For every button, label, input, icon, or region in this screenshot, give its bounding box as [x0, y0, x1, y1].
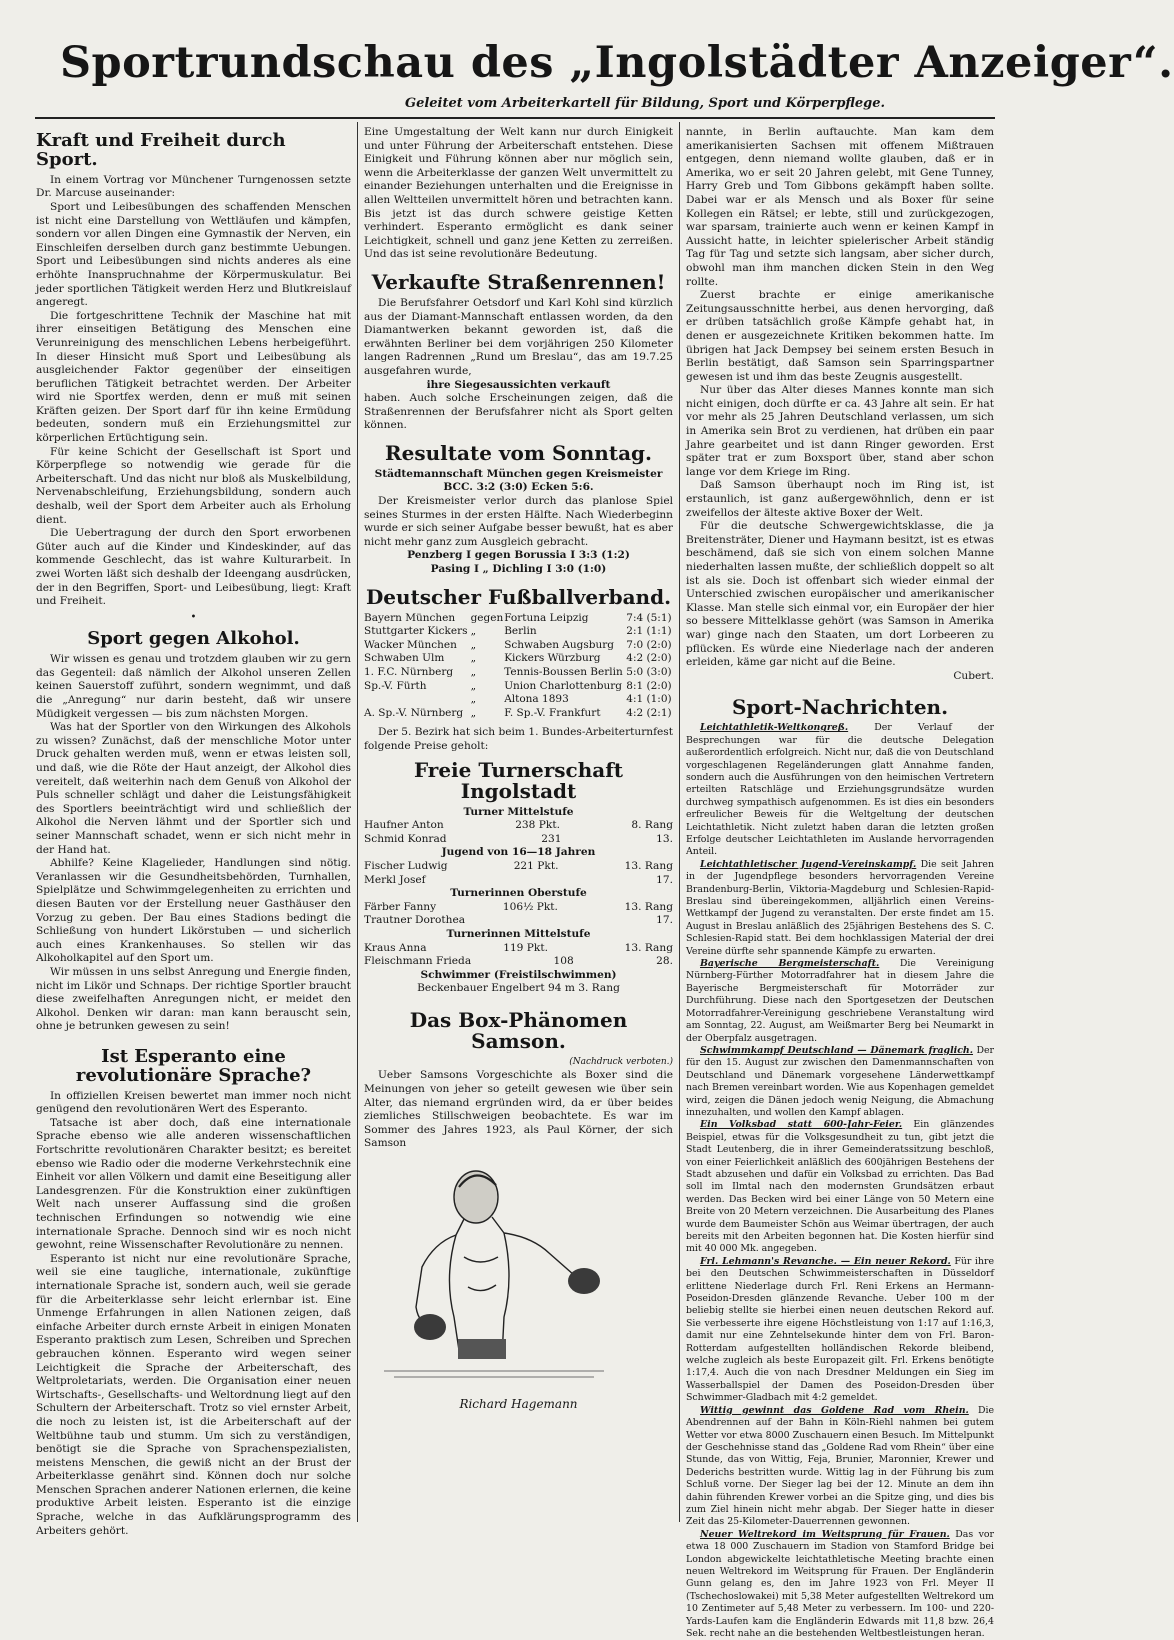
news-heading: Frl. Lehmann's Revanche. — Ein neuer Rekord.: [700, 1255, 951, 1267]
paragraph: Für die deutsche Schwergewichtsklasse, die ja Breitensträter, Diener und Haymann besitzt, ist es etwas beschämend, daß sie sich von einem solchen Manne niederhalten lassen mußte, der schließlich doppelt so alt ist als sie. Doch ist offenbart sich wieder einmal der Unterschied zwischen europäischer und amerikanischer Klasse. Man stelle sich einmal vor, ein Europäer der hier so bessere Mittelklasse gehört (was Samson in Amerika war) ginge nach den Staaten, um dort Lorbeeren zu pflücken. Es würde eine Niederlage nach der anderen erleiden, käme gar nicht auf die Beine.: [686, 520, 994, 669]
list-item: Schmid Konrad 231 13.: [364, 832, 673, 845]
table-row: Stuttgarter Kickers „ Berlin 2:1 (1:1): [364, 625, 672, 638]
table-row: A. Sp.-V. Nürnberg „ F. Sp.-V. Frankfurt 4:2 (2:1): [364, 706, 672, 719]
masthead-rule: [35, 117, 995, 119]
group-title: Turnerinnen Mittelstufe: [446, 927, 591, 940]
table-row: „ Altona 1893 4:1 (1:0): [470, 693, 672, 706]
match-summary: Städtemannschaft München gegen Kreismeister BCC. 3:2 (3:0) Ecken 5:6.: [374, 467, 663, 494]
paragraph: Esperanto ist nicht nur eine revolutionäre Sprache, weil sie eine taugliche, internationale, zukünftige internationale Sprache ist, sondern auch, weil sie gerade für die Arbeiterklasse sehr leicht erlernbar ist. Eine Unmenge Erfahrungen in allen Nationen zeigen, daß einfache Arbeiter durch ernste Arbeit in einigen Monaten Esperanto praktisch zum Lesen, Schreiben und Sprechen gebrauchen können. Esperanto wird wegen seiner Leichtigkeit die Sprache der Arbeiterschaft, des Weltproletariats, werden. Die Organisation einer neuen Wirtschafts-, Gesellschafts- und Weltordnung liegt auf den Schultern der Arbeiterschaft. Trotz so viel ernster Arbeit, die noch zu leisten ist, ist die Arbeiterschaft auf der Weltbühne taub und stumm. Um sich zu verständigen, benötigt sie die Sprache von Sprachenspezialisten, meistens Menschen, die gewiß nicht an der Brust der Arbeiterklasse genährt sind. Können doch nur solche Menschen Sprachen anderer Nationen erlernen, die keine produktive Arbeit leisten. Esperanto ist die einzige Sprache, welche in das Aufklärungsprogramm des Arbeiters gehört.: [36, 1252, 351, 1537]
list-item: Färber Fanny 106½ Pkt. 13. Rang: [364, 900, 673, 913]
column-divider: [357, 122, 358, 1522]
list-item: Fischer Ludwig 221 Pkt. 13. Rang: [364, 859, 673, 872]
news-heading: Leichtathletik-Weltkongreß.: [700, 722, 849, 734]
news-heading: Schwimmkampf Deutschland — Dänemark fraglich.: [700, 1044, 974, 1056]
group-title: Turnerinnen Oberstufe: [450, 887, 587, 900]
news-heading: Neuer Weltrekord im Weitsprung für Frauen.: [700, 1528, 950, 1540]
paragraph: Der Kreismeister verlor durch das planlose Spiel seines Sturmes in der ersten Hälfte. Nach Wiederbeginn wurde er sich seiner Aufgabe besser bewußt, hat es aber nicht mehr ganz zum Ausgleich gebracht.: [364, 495, 673, 548]
news-text: Die Abendrennen auf der Bahn in Köln-Riehl nahmen bei gutem Wetter vor etwa 8000 Zuschauern einen Besuch. Im Mittelpunkt der Geschehnisse stand das „Goldene Rad vom Rhein“ über eine Stunde, das von Wittig, Feja, Brunier, Maronnier, Krewer und Dederichs bestritten wurde. Wittig lag in der Führung bis zum Schluß vorne. Der Sieger lag bei der 12. Minute an dem ihn dahin führenden Krewer vorbei an die Spitze ging, und dies bis zum Ziel hinein nicht mehr abgab. Der Sieger hatte in dieser Zeit das 25-Kilometer-Dauerrennen gewonnen.: [686, 1404, 995, 1528]
column-divider: [679, 122, 680, 1522]
paragraph: Wir müssen in uns selbst Anregung und Energie finden, nicht im Likör und Schnaps. Der richtige Sportler braucht diese zweifelhaften Anregungen nicht, er meidet den Alkohol. Denken wir daran: man kann berauscht sein, ohne je betrunken gewesen zu sein!: [36, 965, 351, 1033]
news-heading: Leichtathletischer Jugend-Vereinskampf.: [700, 858, 917, 870]
group-title: Schwimmer (Freistilschwimmen): [420, 968, 617, 981]
paragraph: Daß Samson überhaupt noch im Ring ist, ist erstaunlich, ist ganz außergewöhnlich, denn er ist zweifellos der älteste aktive Boxer der Welt.: [686, 479, 994, 519]
table-row: Wacker München „ Schwaben Augsburg 7:0 (2:0): [364, 638, 672, 651]
boxer-illustration: [364, 1157, 624, 1387]
table-row: Bayern München gegen Fortuna Leipzig 7:4 (5:1): [364, 611, 672, 624]
article-title: Kraft und Freiheit durch Sport.: [36, 130, 286, 170]
article-title: Resultate vom Sonntag.: [385, 440, 652, 465]
table-row: 1. F.C. Nürnberg „ Tennis-Boussen Berlin 5:0 (3:0): [364, 666, 672, 678]
column-right: [686, 126, 995, 1639]
article-title: Sport gegen Alkohol.: [87, 628, 300, 650]
glove-icon: [414, 1314, 446, 1340]
separator: •: [190, 611, 197, 623]
paragraph: Ueber Samsons Vorgeschichte als Boxer sind die Meinungen von jeher so geteilt gewesen wie über sein Alter, das niemand ergründen wird, da er über beides ziemliches Stillschweigen beobachtete. Es war im Sommer des Jahres 1923, als Paul Körner, der sich Samson: [364, 1069, 673, 1150]
result-line: Penzberg I gegen Borussia I 3:3 (1:2): [407, 549, 630, 562]
news-text: Die seit Jahren in der Jugendpflege besonders hervorragenden Vereine Brandenburg-Berlin, Viktoria-Magdeburg und Schlesien-Rapid-Breslau sind übereingekommen, alljährlich einen Vereins-Wettkampf der Jugend zu veranstalten. Der erste findet am 15. August in Breslau anläßlich des 25jährigen Bestehens des S. C. Schlesien-Rapid statt. Bei dem hochklassigen Material der drei Vereine dürfte sehr spannende Kämpfe zu erwarten.: [686, 858, 994, 957]
article-title: Sport-Nachrichten.: [731, 695, 949, 720]
article-title: Deutscher Fußballverband.: [365, 584, 672, 609]
bold-line: ihre Siegesaussichten verkauft: [426, 378, 611, 391]
article-title: Freie Turnerschaft Ingolstadt: [413, 757, 624, 803]
news-text: Das vor etwa 18 000 Zuschauern im Stadion von Stamford Bridge bei London abgewickelte leichtathletische Meeting brachte einen neuen Weltrekord im Weitsprung für Frauen. Der Engländerin Gunn gelang es, den im Jahre 1923 von Frl. Meyer II (Tschechoslowakei) mit 5,38 Meter aufgestellten Weltrekord um 10 Zentimeter auf 5,48 Meter zu verbessern. Im 100- und 220-Yards-Laufen kam die Engländerin Edwards mit 11,8 bzw. 26,4 Sek. recht nahe an die bestehenden Weltbestleistungen heran.: [686, 1528, 994, 1639]
news-heading: Wittig gewinnt das Goldene Rad vom Rhein.: [700, 1404, 969, 1416]
news-text: Ein glänzendes Beispiel, etwas für die Volksgesundheit zu tun, gibt jetzt die Stadt Leutenberg, die in ihrer Gemeinderatssitzung beschloß, von einer Feierlichkeit anläßlich des 600jährigen Bestehens der Stadt abzusehen und dafür ein Volksbad zu errichten. Das Bad soll im Ilmtal nach den modernsten Grundsätzen erbaut werden. Das Becken wird bei einer Länge von 50 Metern eine Breite von 20 Metern verzeichnen. Die Ausarbeitung des Planes wurde dem Baumeister Schön aus Weimar übertragen, der auch bereits mit den Arbeiten begonnen hat. Die Kosten hierfür sind mit 40 000 Mk. angegeben.: [686, 1119, 995, 1255]
results-table: [364, 612, 673, 721]
paragraph: Für keine Schicht der Gesellschaft ist Sport und Körperpflege so notwendig wie gerade für die Arbeiterschaft. Und das nicht nur bloß als Muskelbildung, Nervenabschleifung, Erziehungsbildung, sondern auch deshalb, weil der Sport dem Arbeiter auch als Erholung dient.: [36, 445, 351, 526]
result-line: Pasing I „ Dichling I 3:0 (1:0): [430, 563, 607, 576]
news-text: Für ihre bei den Deutschen Schwimmeisterschaften in Düsseldorf erlittene Niederlage durch Frl. Reni Erkens an Hermann-Poseidon-Dresden glänzende Revanche. Ueber 100 m der beliebig stellte sie hierbei einen neuen deutschen Rekord auf. Sie verbesserte ihre eigene Höchstleistung von 1:17 auf 1:16,3, damit nur eine Zehntelsekunde hinter dem von Frl. Baron-Rotterdam aufgestellten holländischen Rekorde bleibend, welche zugleich als beste Europazeit gilt. Frl. Erkens benötigte 1:17,4. Auch die von nach Dresdner Meldungen ein Sieg im Wasserballspiel der Damen des Poseidon-Dresden über Schwimmer-Gladbach mit 4:2 gemeldet.: [686, 1255, 994, 1404]
masthead-title: Sportrundschau des „Ingolstädter Anzeiger“.: [60, 38, 1174, 88]
paragraph: Tatsache ist aber doch, daß eine internationale Sprache ebenso wie alle anderen wissenschaftlichen Fortschritte revolutionären Charakter besitzt; es bereitet ebenso wie Radio oder die moderne Verkehrstechnik eine Einheit vor allen Völkern und damit eine Beseitigung aller Landesgrenzen. Für die Konstruktion einer zukünftigen Welt nach unserer Auffassung sind die großen technischen Erfindungen so notwendig wie eine internationale Sprache. Dennoch sind wir es noch nicht gewohnt, reine Wissenschafter Revolutionäre zu nennen.: [36, 1116, 351, 1252]
news-text: Die Vereinigung Nürnberg-Fürther Motorradfahrer hat in diesem Jahre die Bayerische Bergmeisterschaft für Motorräder zur Durchführung. Diese nach den Sportgesetzen der Deutschen Motorradfahrer-Vereinigung geschriebene Veranstaltung wird am Sonntag, 22. August, am Weißmarter Berg bei Neumarkt in der Oberpfalz ausgetragen.: [686, 958, 994, 1044]
table-row: Sp.-V. Fürth „ Union Charlottenburg 8:1 (2:0): [364, 679, 672, 692]
paragraph: In einem Vortrag vor Münchener Turngenossen setzte Dr. Marcuse auseinander:: [36, 173, 351, 200]
paragraph: Abhilfe? Keine Klagelieder, Handlungen sind nötig. Veranlassen wir die Gesundheitsbehörden, Turnhallen, Spielplätze und Schwimmgelegenheiten zu errichten und diesen Bauten vor der Erstellung neuer Gasthäuser den Vorzug zu geben. Der Bau eines Stadions bedingt die Schließung von hundert Likörstuben — und sicherlich auch eines Krankenhauses. So stellen wir das Alkoholkapitel auf den Sport um.: [36, 857, 351, 965]
list-item: Haufner Anton 238 Pkt. 8. Rang: [364, 819, 673, 832]
list-item: Beckenbauer Engelbert 94 m 3. Rang: [417, 982, 620, 995]
group-title: Jugend von 16—18 Jahren: [441, 846, 596, 859]
paragraph: Die Uebertragung der durch den Sport erworbenen Güter auch auf die Kinder und Kindeskinder, auf das kommende Geschlecht, das ist wahre Kulturarbeit. In zwei Worten läßt sich deshalb der Ideengang ausdrücken, der in den Begriffen, Sport- und Leibesübung, liegt: Kraft und Freiheit.: [36, 527, 351, 608]
list-item: Trautner Dorothea 17.: [364, 914, 673, 927]
paragraph: Eine Umgestaltung der Welt kann nur durch Einigkeit und unter Führung der Arbeiterschaft entstehen. Diese Einigkeit und Führung können aber nur möglich sein, wenn die Arbeiterklasse der ganzen Welt unvermittelt zu einander Beziehungen unterhalten und die Ereignisse in allen Weltteilen unvermittelt hören und betrachten kann. Bis jetzt ist das durch schwere geistige Ketten verhindert. Esperanto ermöglicht es dank seiner Leichtigkeit, schnell und ganz jene Ketten zu zerreißen. Und das ist seine revolutionäre Bedeutung.: [364, 126, 673, 261]
news-text: Der für den 15. August zur zwischen den Damenmannschaften von Deutschland und Dänemark vorgesehene Länderwettkampf nach Bremen vereinbart worden. Wie aus Kopenhagen gemeldet wird, zeigen die Dänen jedoch wenig Neigung, die Abmachung innezuhalten, und wollen den Kampf ablagen.: [686, 1044, 994, 1118]
list-item: Kraus Anna 119 Pkt. 13. Rang: [364, 941, 673, 954]
paragraph: Wir wissen es genau und trotzdem glauben wir zu gern das Gegenteil: daß nämlich der Alkohol unseren Zellen keinen Sauerstoff zuführt, sondern wegnimmt, und daß die „Anregung“ nur darin besteht, daß wir unsere Müdigkeit vergessen — bis zum nächsten Morgen.: [36, 653, 351, 720]
paragraph: Zuerst brachte er einige amerikanische Zeitungsausschnitte herbei, aus denen hervorging, daß er drüben tatsächlich große Kämpfe gehabt hat, in denen er ausgezeichnete Kritiken bekommen hatte. Im übrigen hat Jack Dempsey bei seinem ersten Besuch in Berlin bestätigt, daß Samson sein Sparringspartner gewesen ist und ihm das beste Zeugnis ausgestellt.: [686, 289, 994, 383]
article-title: Ist Esperanto eine revolutionäre Sprache?: [75, 1045, 312, 1086]
paragraph: Die fortgeschrittene Technik der Maschine hat mit ihrer einseitigen Betätigung des Menschen eine Verunreinigung des menschlichen Lebens herbeigeführt. In dieser Hinsicht muß Sport und Leibesübung als ausgleichender Faktor gegenüber der einseitigen beruflichen Tätigkeit betrachtet werden. Der Arbeiter wird nie Sportfex werden, denn er muß mit seinen Kräften geizen. Der Sport darf für ihn keine Ermüdung bedeuten, sondern muß ein Erziehungsmittel zur körperlichen Ertüchtigung sein.: [36, 309, 351, 445]
paragraph: Nur über das Alter dieses Mannes konnte man sich nicht einigen, doch dürfte er ca. 43 Jahre alt sein. Er hat vor mehr als 25 Jahren Deutschland verlassen, um sich in Amerika sein Brot zu verdienen, hat drüben ein paar Jahre gearbeitet und ist dann Ringer geworden. Erst später trat er zum Boxsport über, stand aber schon lange vor dem Kriege im Ring.: [686, 384, 994, 478]
news-heading: Ein Volksbad statt 600-Jahr-Feier.: [700, 1119, 903, 1131]
paragraph: Die Berufsfahrer Oetsdorf und Karl Kohl sind kürzlich aus der Diamant-Mannschaft entlassen worden, da den Diamantwerken bekannt geworden ist, daß die erwähnten Berliner bei dem vorjährigen 250 Kilometer langen Radrennen „Rund um Breslau“, das am 19.7.25 ausgefahren wurde,: [364, 296, 673, 377]
paragraph: Was hat der Sportler von den Wirkungen des Alkohols zu wissen? Zunächst, daß der menschliche Motor unter Druck gehalten werden muß, wenn er etwas leisten soll, und daß, wie die Röte der Haut anzeigt, der Alkohol dies vereitelt, daß weiterhin nach dem Genuß von Alkohol der Puls schneller schlägt und daher die Leistungsfähigkeit des Sportlers beeinträchtigt wird und schließlich der Alkohol die Nerven lähmt und der Sportler sich und seiner Mannschaft schadet, wenn er sich nicht mehr in der Hand hat.: [36, 721, 351, 856]
paragraph: Der 5. Bezirk hat sich beim 1. Bundes-Arbeiterturnfest folgende Preise geholt:: [364, 726, 673, 752]
table-row: Schwaben Ulm „ Kickers Würzburg 4:2 (2:0): [364, 652, 672, 665]
article-title: Verkaufte Straßenrennen!: [371, 269, 666, 294]
masthead-subtitle: Geleitet vom Arbeiterkartell für Bildung, Sport und Körperpflege.: [404, 96, 886, 111]
paragraph: haben. Auch solche Erscheinungen zeigen, daß die Straßenrennen der Berufsfahrer nicht als Sport gelten können.: [364, 392, 673, 432]
news-text: Der Verlauf der Besprechungen war für die deutsche Delegation außerordentlich erfolgreich. Nicht nur, daß die von Deutschland vorgeschlagenen Regeländerungen glatt Annahme fanden, sondern auch die Ausführungen von den heimischen Vertretern erteilten Ratschläge und Erziehungsgrundsätze wurden durchweg sympathisch aufgenommen. Es ist dies ein besonders erfreulicher Beweis für die Weltgeltung der deutschen Leichtathletik. Nicht zuletzt haben daran die letzten großen Erfolge deutscher Leichtathleten im Auslande hervorragenden Anteil.: [686, 722, 995, 858]
column-left: [36, 126, 351, 1537]
article-title: Das Box-Phänomen Samson.: [409, 1007, 628, 1053]
paragraph: In offiziellen Kreisen bewertet man immer noch nicht genügend den revolutionären Wert des Esperanto.: [36, 1089, 351, 1116]
byline: (Nachdruck verboten.): [569, 1056, 673, 1067]
news-heading: Bayerische Bergmeisterschaft.: [700, 958, 880, 970]
paragraph: nannte, in Berlin auftauchte. Man kam dem amerikanisierten Sachsen mit offenem Mißtrauen entgegen, denn niemand wollte glauben, daß er in Amerika, wo er seit 20 Jahren gelebt, mit Gene Tunney, Harry Greb und Tom Gibbons gekämpft haben sollte. Dabei war er als Mensch und als Boxer für seine Kollegen ein Rätsel; er lebte, still und zurückgezogen, war sparsam, trainierte auch wenn er keinen Kampf in Aussicht hatte, in leichter spielerischer Arbeit ständig Tag für Tag und setzte sich langsam, aber sicher durch, obwohl man ihm manchen dicken Stein in den Weg rollte.: [686, 126, 994, 288]
artist-signature: Richard Hagemann: [459, 1396, 578, 1411]
glove-icon: [568, 1268, 600, 1294]
paragraph: Sport und Leibesübungen des schaffenden Menschen ist nicht eine Darstellung von Wettläufen und kämpfen, sondern vor allen Dingen eine Gymnastik der Nerven, ein Einschleifen derselben durch ganz bestimmte Uebungen. Sport und Leibesübungen sind nichts anderes als eine erhöhte Inanspruchnahme der Körpermuskulatur. Bei jeder sportlichen Tätigkeit werden Herz und Blutkreislauf angeregt.: [36, 200, 351, 309]
list-item: Merkl Josef 17.: [364, 873, 673, 886]
list-item: Fleischmann Frieda 108 28.: [364, 955, 673, 968]
column-middle: [364, 126, 673, 1521]
author-name: Cubert.: [953, 669, 994, 682]
group-title: Turner Mittelstufe: [463, 805, 574, 818]
